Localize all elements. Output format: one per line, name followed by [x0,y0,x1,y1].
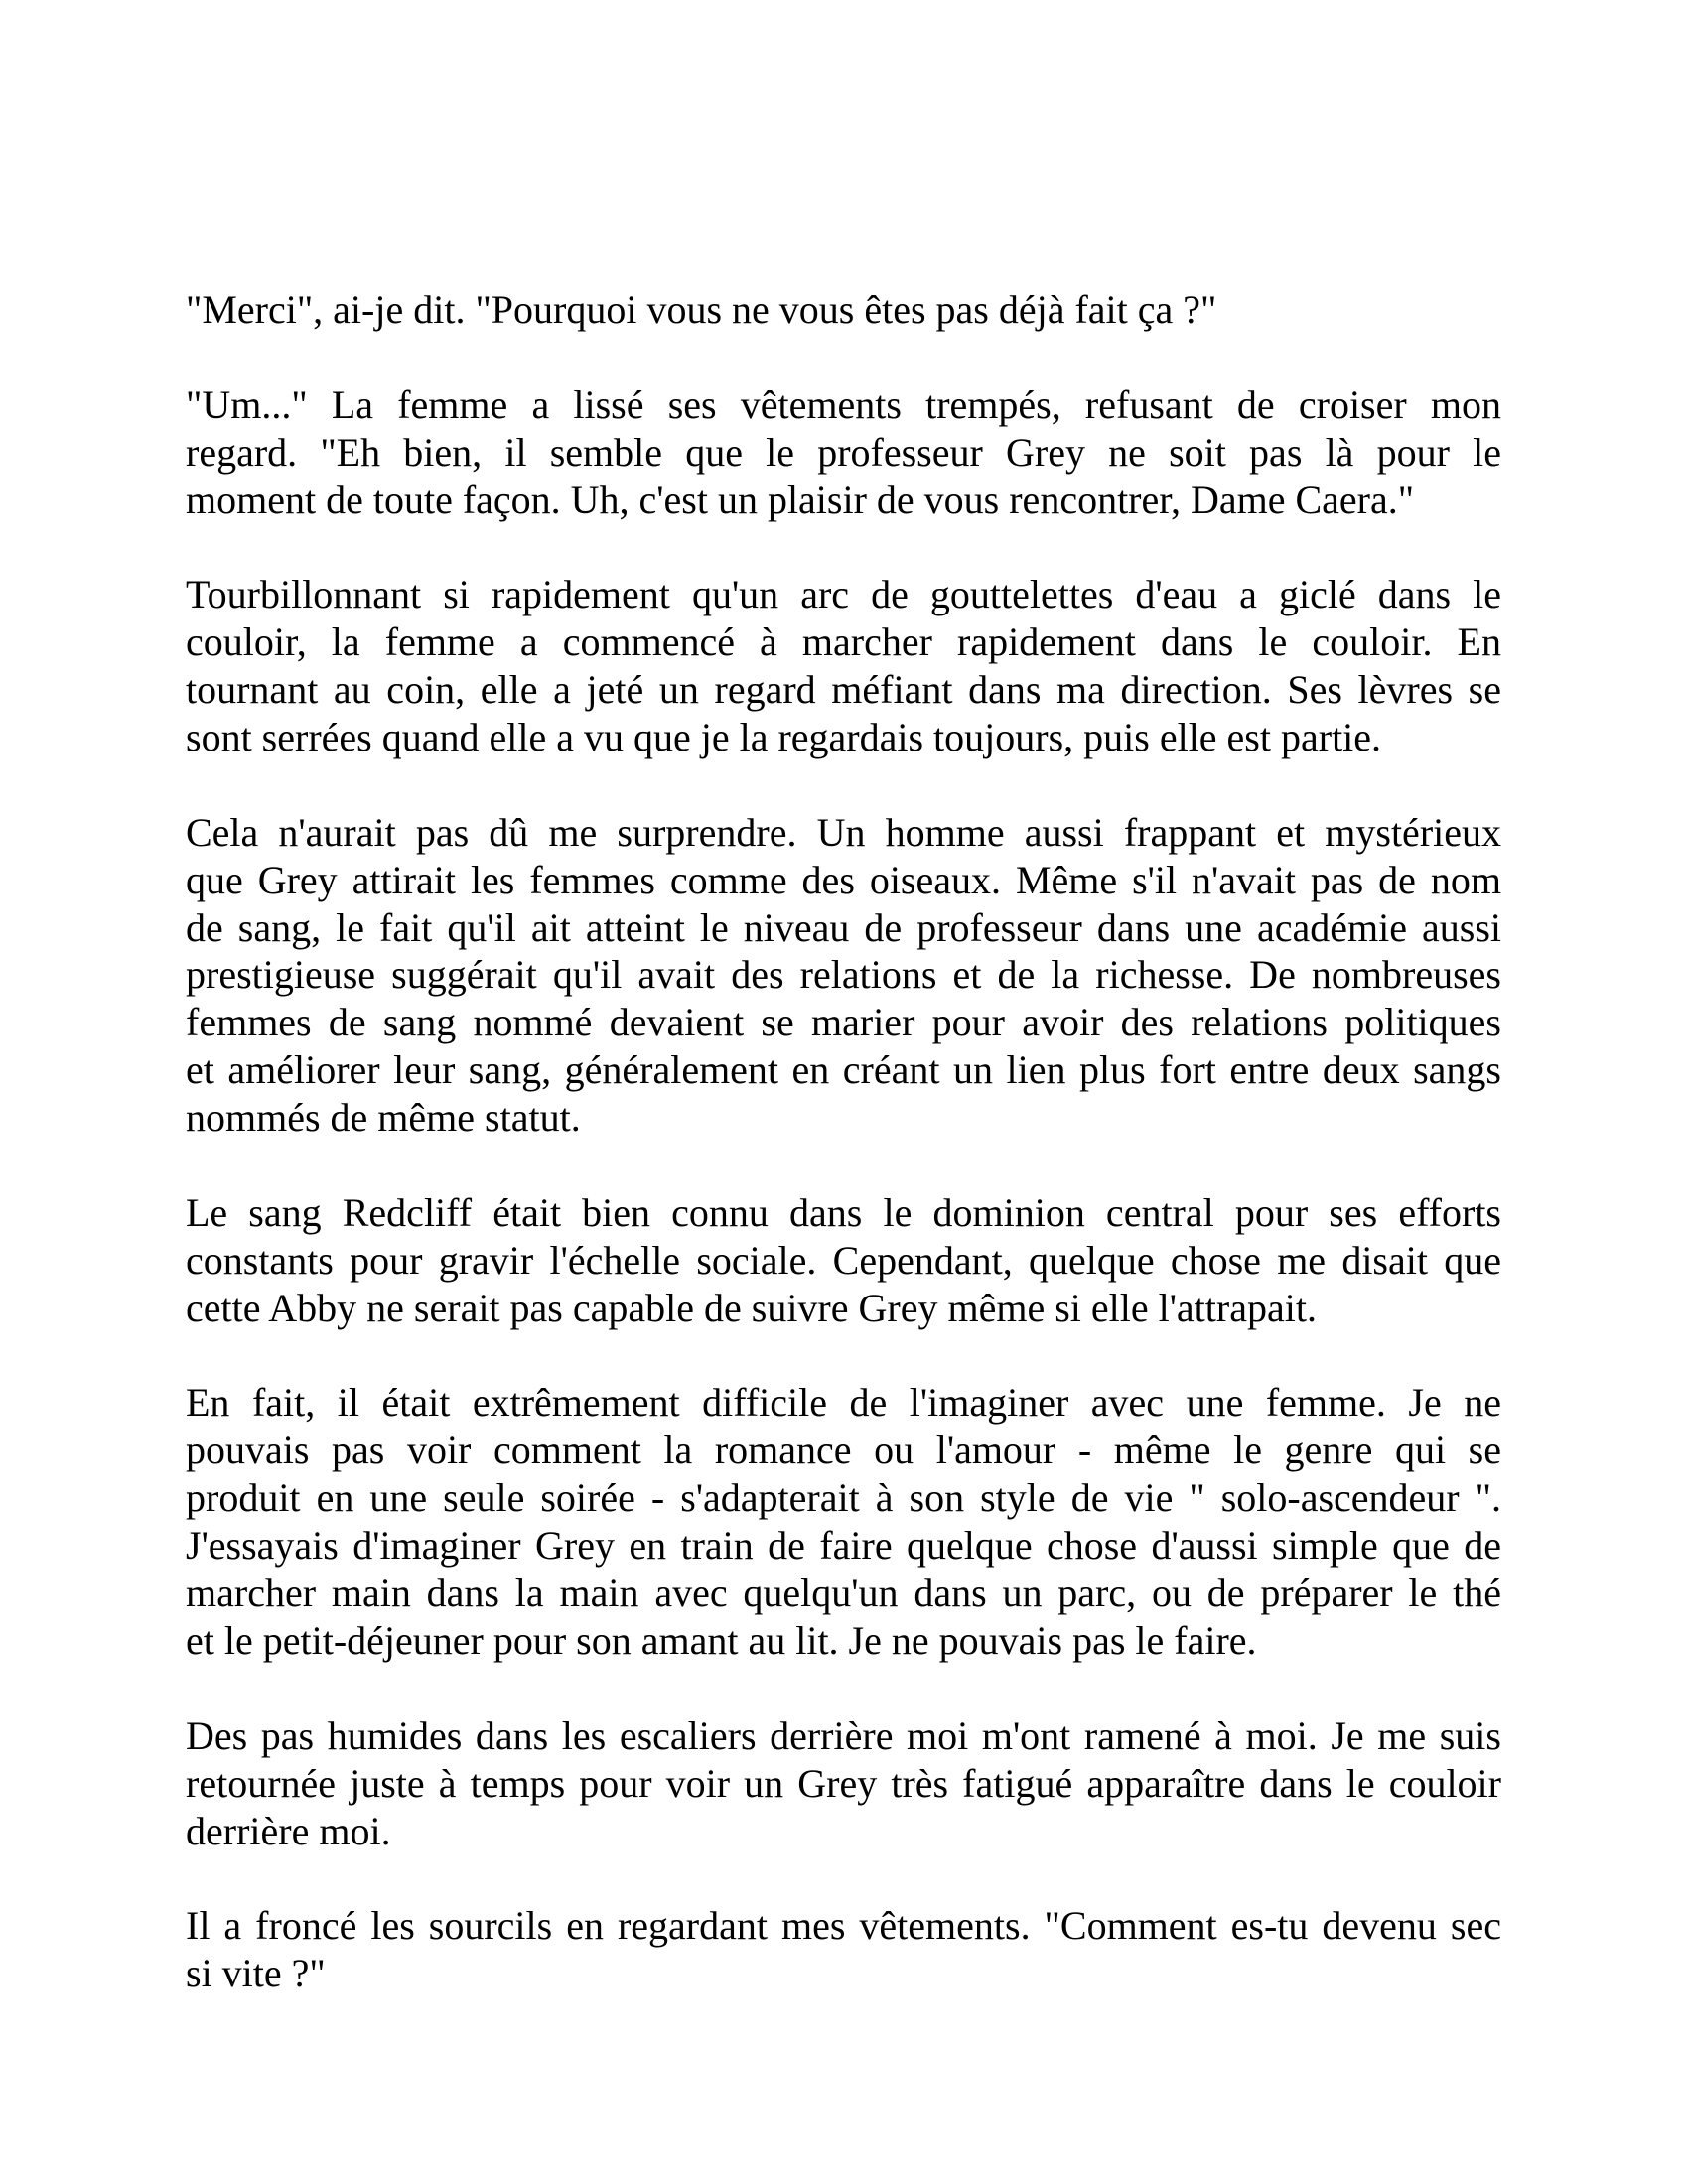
text-line: Cela n'aurait pas dû me surprendre. Un homme aussi frappant et mystérieux [186,809,1501,855]
document-page [186,286,1501,2045]
text-line: J'essayais d'imaginer Grey en train de faire quelque chose d'aussi simple que de [186,1523,1501,1569]
text-line: Il a froncé les sourcils en regardant mes vêtements. "Comment es-tu devenu sec [186,1903,1501,1949]
text-line: prestigieuse suggérait qu'il avait des relations et de la richesse. De nombreuses [186,952,1501,998]
text-line: de sang, le fait qu'il ait atteint le niveau de professeur dans une académie aussi [186,904,1501,950]
text-line: sont serrées quand elle a vu que je la regardais toujours, puis elle est partie. [186,715,1382,760]
text-line: "Merci", ai-je dit. "Pourquoi vous ne vous êtes pas déjà fait ça ?" [186,287,1217,332]
text-line: retournée juste à temps pour voir un Grey très fatigué apparaître dans le couloir [186,1760,1501,1806]
text-line: marcher main dans la main avec quelqu'un dans un parc, ou de préparer le thé [186,1570,1501,1616]
text-line: regard. "Eh bien, il semble que le professeur Grey ne soit pas là pour le [186,429,1501,475]
text-line: "Um..." La femme a lissé ses vêtements trempés, refusant de croiser mon [186,381,1501,427]
text-line: Tourbillonnant si rapidement qu'un arc de gouttelettes d'eau a giclé dans le [186,572,1501,617]
text-line: derrière moi. [186,1808,391,1853]
text-line: Le sang Redcliff était bien connu dans le dominion central pour ses efforts [186,1189,1501,1235]
text-line: nommés de même statut. [186,1095,581,1141]
text-line: produit en une seule soirée - s'adapterait à son style de vie " solo-ascendeur ". [186,1475,1501,1521]
text-line: femmes de sang nommé devaient se marier pour avoir des relations politiques [186,1000,1501,1045]
text-line: tournant au coin, elle a jeté un regard méfiant dans ma direction. Ses lèvres se [186,667,1501,713]
text-line: Des pas humides dans les escaliers derrière moi m'ont ramené à moi. Je me suis [186,1712,1501,1758]
paragraph-5 [186,1189,1501,1332]
text-line: constants pour gravir l'échelle sociale. Cependant, quelque chose me disait que [186,1237,1501,1283]
text-line: et le petit-déjeuner pour son amant au lit. Je ne pouvais pas le faire. [186,1617,1257,1663]
text-line: En fait, il était extrêmement difficile de l'imaginer avec une femme. Je ne [186,1380,1501,1426]
text-line: cette Abby ne serait pas capable de suivre Grey même si elle l'attrapait. [186,1285,1317,1330]
text-line: si vite ?" [186,1951,326,1996]
text-line: moment de toute façon. Uh, c'est un plaisir de vous rencontrer, Dame Caera." [186,477,1415,522]
paragraph-4 [186,809,1501,1142]
paragraph-2 [186,381,1501,524]
paragraph-3 [186,571,1501,761]
paragraph-6 [186,1379,1501,1664]
paragraph-1 [186,286,1501,334]
text-line: que Grey attirait les femmes comme des oiseaux. Même s'il n'avait pas de nom [186,857,1501,902]
text-line: couloir, la femme a commencé à marcher rapidement dans le couloir. En [186,619,1501,665]
text-line: pouvais pas voir comment la romance ou l'amour - même le genre qui se [186,1428,1501,1473]
text-line: et améliorer leur sang, généralement en créant un lien plus fort entre deux sangs [186,1047,1501,1093]
paragraph-7 [186,1712,1501,1855]
paragraph-8 [186,1902,1501,1997]
